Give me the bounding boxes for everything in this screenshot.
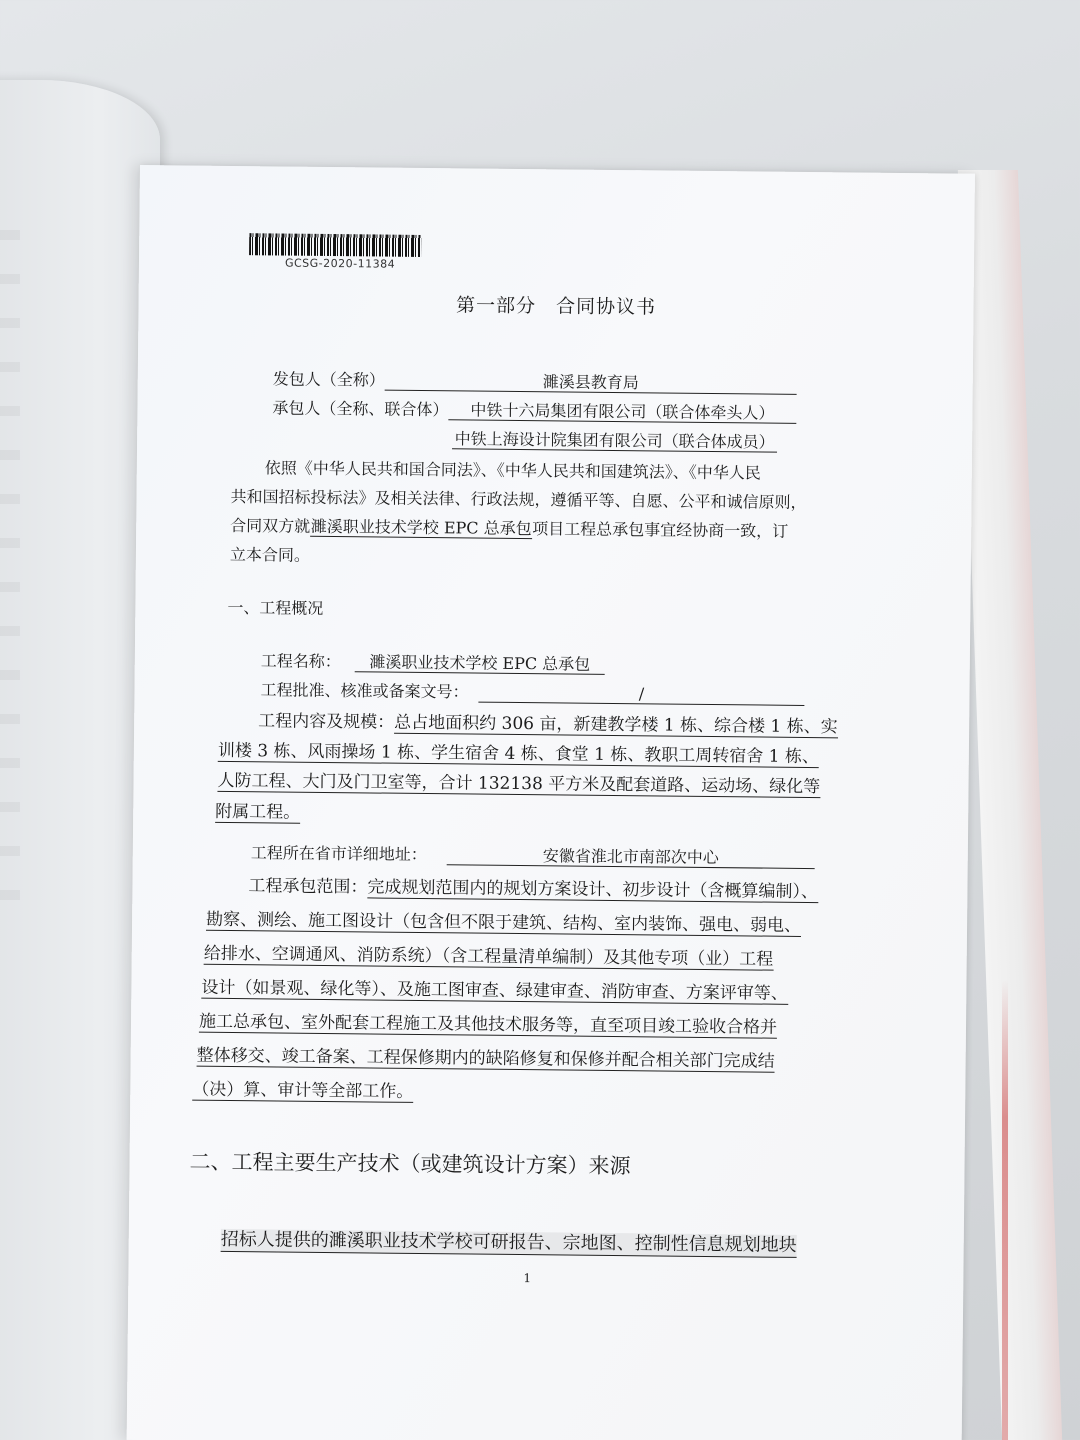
scale-line-1: 总占地面积约 306 亩，新建教学楼 1 栋、综合楼 1 栋、实 bbox=[394, 712, 838, 738]
approval-row bbox=[260, 680, 804, 706]
scope-row-3 bbox=[204, 944, 774, 971]
scope-line-2: 勘察、测绘、施工图设计（包含但不限于建筑、结构、室内装饰、强电、弱电、 bbox=[205, 909, 802, 936]
intro-prefix: 合同双方就 bbox=[230, 515, 311, 536]
intro-line-4: 立本合同。 bbox=[229, 544, 311, 565]
page-number: 1 bbox=[523, 1271, 532, 1286]
employer-value: 濉溪县教育局 bbox=[385, 371, 797, 396]
scale-row-2 bbox=[218, 741, 819, 769]
contractor-value-1: 中铁十六局集团有限公司（联合体牵头人） bbox=[448, 400, 796, 424]
book-edge-red-stripe bbox=[1002, 980, 1008, 1440]
address-value: 安徽省淮北市南部次中心 bbox=[447, 845, 815, 869]
intro-project: 濉溪职业技术学校 EPC 总承包 bbox=[310, 516, 532, 539]
scope-line-4: 设计（如景观、绿化等）、及施工图审查、绿建审查、消防审查、方案评审等、 bbox=[201, 977, 788, 1004]
section2-line-1: 招标人提供的濉溪职业技术学校可研报告、宗地图、控制性信息规划地块 bbox=[220, 1228, 797, 1256]
book-edge bbox=[958, 170, 1062, 1440]
scope-row-1 bbox=[248, 876, 818, 903]
barcode-icon bbox=[249, 233, 421, 257]
scale-row-1 bbox=[258, 711, 838, 738]
approval-label: 工程批准、核准或备案文号： bbox=[260, 680, 469, 702]
scope-line-1: 完成规划范围内的规划方案设计、初步设计（含概算编制）、 bbox=[367, 877, 819, 903]
scope-row-7 bbox=[192, 1080, 413, 1104]
section2-heading: 二、工程主要生产技术（或建筑设计方案）来源 bbox=[189, 1149, 631, 1179]
scale-row-4 bbox=[215, 802, 300, 824]
scope-line-6: 整体移交、竣工备案、工程保修期内的缺陷修复和保修并配合相关部门完成结 bbox=[196, 1045, 775, 1072]
scope-row-2 bbox=[206, 910, 801, 938]
intro-suffix: 项目工程总承包事宜经协商一致，订 bbox=[532, 519, 789, 541]
document-page bbox=[127, 165, 975, 1440]
intro-line-1: 依照《中华人民共和国合同法》、《中华人民共和国建筑法》、《中华人民 bbox=[264, 458, 761, 483]
address-label: 工程所在省市详细地址： bbox=[250, 843, 427, 865]
approval-value: / bbox=[478, 683, 804, 707]
scope-label: 工程承包范围： bbox=[248, 876, 368, 898]
section2-row-1 bbox=[221, 1229, 797, 1258]
scale-row-3 bbox=[217, 771, 820, 799]
contractor-row bbox=[272, 398, 796, 424]
contractor-row-2 bbox=[452, 429, 777, 453]
address-row bbox=[251, 843, 815, 869]
intro-line-3 bbox=[230, 516, 788, 542]
barcode-code: GCSG-2020-11384 bbox=[284, 256, 396, 271]
employer-label: 发包人（全称） bbox=[272, 369, 385, 390]
scale-label: 工程内容及规模： bbox=[258, 711, 395, 733]
intro-line-2: 共和国招标投标法》及相关法律、行政法规，遵循平等、自愿、公平和诚信原则， bbox=[230, 486, 807, 512]
scale-line-3: 人防工程、大门及门卫室等，合计 132138 平方米及配套道路、运动场、绿化等 bbox=[217, 770, 821, 798]
scope-row-5 bbox=[199, 1012, 777, 1039]
employer-row bbox=[273, 369, 797, 395]
barcode-label bbox=[249, 233, 429, 271]
scale-line-2: 训楼 3 栋、风雨操场 1 栋、学生宿舍 4 栋、食堂 1 栋、教职工周转宿舍 1 栋、 bbox=[217, 740, 820, 768]
page-title: 第一部分 合同协议书 bbox=[455, 294, 657, 319]
section1-heading: 一、工程概况 bbox=[227, 597, 324, 618]
scope-row-4 bbox=[201, 978, 788, 1006]
contractor-value-2: 中铁上海设计院集团有限公司（联合体成员） bbox=[452, 429, 777, 453]
scope-line-5: 施工总承包、室外配套工程施工及其他技术服务等，直至项目竣工验收合格并 bbox=[198, 1011, 778, 1038]
scope-line-3: 给排水、空调通风、消防系统）（含工程量清单编制）及其他专项（业）工程 bbox=[203, 943, 774, 970]
scope-line-7: （决）算、审计等全部工作。 bbox=[192, 1079, 414, 1102]
contractor-label: 承包人（全称、联合体） bbox=[272, 398, 449, 420]
project-name-row bbox=[261, 651, 605, 675]
scope-row-6 bbox=[197, 1046, 775, 1073]
project-name-value: 濉溪职业技术学校 EPC 总承包 bbox=[355, 652, 605, 675]
left-page-text-shadow bbox=[0, 230, 20, 930]
project-name-label: 工程名称： bbox=[260, 651, 341, 672]
scale-line-4: 附属工程。 bbox=[215, 801, 301, 823]
